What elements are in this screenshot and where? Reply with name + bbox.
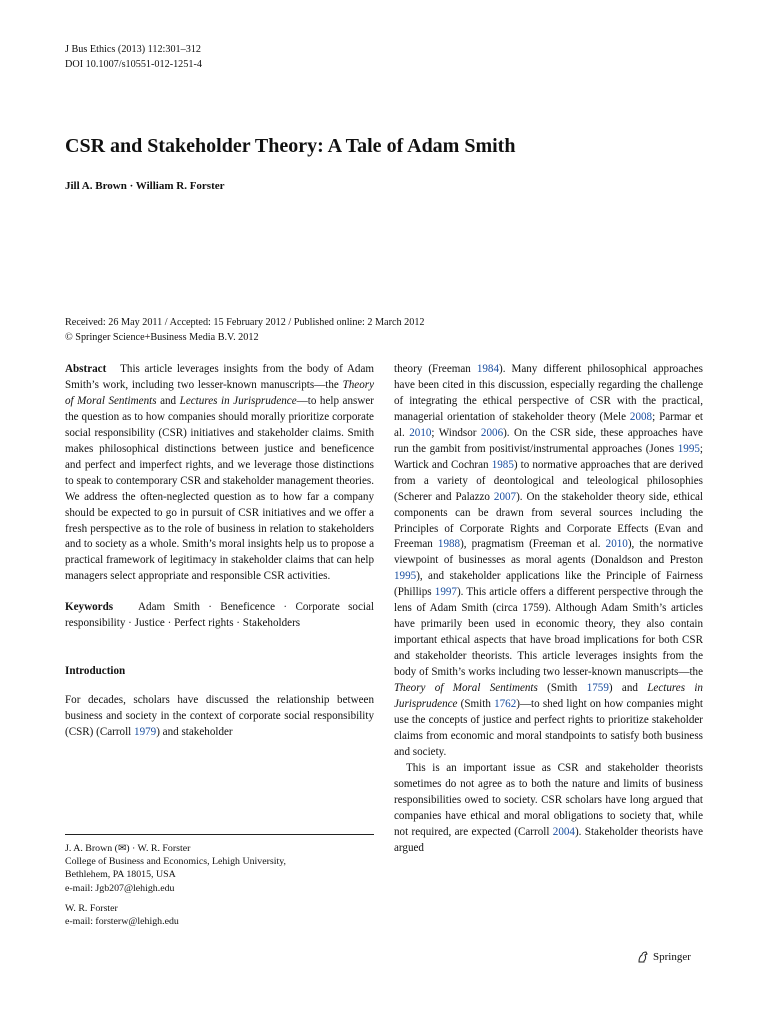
book-title: Lectures in Jurisprudence — [394, 682, 703, 711]
keywords-label: Keywords — [65, 601, 114, 614]
text: ). On the CSR side, these approaches have run the gambit from positivist/instrumental approaches (Jones — [394, 426, 703, 455]
publisher-name: Springer — [653, 951, 691, 963]
left-column — [65, 362, 374, 741]
text: ). This article offers a different perspective through the lens of Adam Smith (circa 1759). Although Adam Smith’s articles have primarily been used in economic theory, they also contain important ethical aspects that have broad implications for both CSR and stakeholder theorists. This article leverages insights from the body of Smith’s works including two lesser-known manuscripts—the — [394, 586, 703, 679]
citation-link[interactable]: 2006 — [480, 426, 504, 439]
text: ) and — [608, 682, 648, 695]
citation-link[interactable]: 1985 — [491, 458, 514, 471]
right-paragraph-1 — [394, 362, 703, 761]
affil-line-1: J. A. Brown (✉) · W. R. Forster — [65, 843, 191, 854]
text: This is an important issue as CSR and stakeholder theorists sometimes do not agree as to both the nature and limits of business responsibilities owed to society. CSR scholars have long argued that companies have ethical and moral obligations to society that, while not required, are expected (Carroll — [394, 761, 703, 838]
publication-dates — [65, 315, 425, 345]
citation-link[interactable]: 2008 — [629, 410, 653, 423]
affil-line-3: Bethlehem, PA 18015, USA — [65, 869, 176, 881]
author-affiliations — [65, 842, 374, 928]
abstract-text-3: —to help answer the question as to how companies should morally prioritize corporate social responsibility (CSR) initiatives and stakeholder claims. Smith makes philosophical distinctions between justice and beneficence and perfect and imperfect rights, and we leverage those distinctions to speak to contemporary CSR and stakeholder management theories. We address the often-neglected question as to how far a company should be expected to go in pursuit of CSR initiatives and we offer a fresh perspective as to the role of business in relation to stakeholders and to society as a whole. Smith’s moral insights help us to propose a practical framework of legitimacy in stakeholder claims that can help managers select appropriate and responsible CSR activities. — [65, 394, 374, 583]
journal-header — [65, 42, 202, 72]
citation-link[interactable]: 2010 — [605, 538, 628, 551]
intro-text-1: For decades, scholars have discussed the relationship between business and society in the context of corporate social responsibility (CSR) (Carroll — [65, 694, 374, 739]
citation-link[interactable]: 2007 — [493, 490, 517, 503]
text: ), the normative viewpoint of businesses as moral agents (Donaldson and Preston — [394, 538, 703, 567]
intro-text-2: ) and stakeholder — [156, 726, 233, 739]
introduction-heading: Introduction — [65, 665, 126, 678]
copyright-line: © Springer Science+Business Media B.V. 2012 — [65, 332, 259, 343]
abstract-text-2: and — [156, 394, 180, 407]
book-title: Theory of Moral Sentiments — [394, 682, 538, 695]
text: ). On the stakeholder theory side, ethical components can be drawn from several sources including the Principles of Corporate Rights and Corporate Effects (Evan and Freeman — [394, 490, 703, 551]
affil-email-1[interactable]: e-mail: Jgb207@lehigh.edu — [65, 882, 175, 894]
citation-link[interactable]: 2010 — [409, 426, 432, 439]
citation-link[interactable]: 1997 — [434, 586, 457, 599]
citation-link[interactable]: 1762 — [494, 698, 517, 711]
abstract-label: Abstract — [65, 363, 107, 375]
journal-citation: J Bus Ethics (2013) 112:301–312 — [65, 44, 202, 55]
abstract-title-2: Lectures in Jurisprudence — [179, 394, 297, 407]
text: ; Parmar et al. — [394, 410, 704, 439]
text: ), and stakeholder applications like the Principle of Fairness (Phillips — [394, 570, 703, 599]
right-column — [394, 362, 703, 857]
doi[interactable]: DOI 10.1007/s10551-012-1251-4 — [65, 59, 202, 70]
received-line: Received: 26 May 2011 / Accepted: 15 February 2012 / Published online: 2 March 2012 — [65, 317, 425, 328]
text: ). Stakeholder theorists have argued — [394, 825, 704, 854]
article-title: CSR and Stakeholder Theory: A Tale of Adam Smith — [65, 135, 516, 157]
affil-line-5: W. R. Forster — [65, 902, 118, 914]
citation-link[interactable]: 2004 — [552, 825, 575, 838]
text: (Smith — [457, 698, 495, 711]
text: ). Many different philosophical approaches have been cited in this discussion, especially regarding the challenge of integrating the ethical perspective of CSR with the practical, managerial orientation of stakeholder theory (Mele — [394, 363, 703, 423]
author-list: Jill A. Brown · William R. Forster — [65, 180, 225, 192]
citation-link[interactable]: 1979 — [134, 726, 157, 739]
keywords — [65, 600, 374, 632]
text: )—to shed light on how companies might use the concepts of justice and perfect rights to prioritize stakeholder claims from economic and moral standpoints to satisfy both business and society. — [394, 698, 703, 758]
text: ) to normative approaches that are derived from a variety of deontological and teleological philosophies (Scherer and Palazzo — [394, 458, 703, 503]
citation-link[interactable]: 1995 — [677, 442, 700, 455]
abstract — [65, 362, 374, 585]
text: theory (Freeman — [394, 363, 477, 375]
citation-link[interactable]: 1988 — [437, 538, 461, 551]
keywords-text: Adam Smith · Beneficence · Corporate social responsibility · Justice · Perfect rights · Stakeholders — [65, 601, 374, 630]
affil-email-2[interactable]: e-mail: forsterw@lehigh.edu — [65, 916, 179, 928]
right-paragraph-2 — [394, 761, 703, 857]
footnote-divider — [65, 834, 374, 835]
citation-link[interactable]: 1984 — [476, 363, 500, 375]
text: ; Wartick and Cochran — [394, 442, 703, 471]
springer-horse-icon — [636, 950, 650, 964]
citation-link[interactable]: 1759 — [586, 682, 609, 695]
affil-line-2: College of Business and Economics, Lehigh University, — [65, 856, 286, 868]
intro-paragraph — [65, 693, 374, 741]
publisher-logo — [636, 950, 691, 964]
citation-link[interactable]: 1995 — [394, 570, 417, 583]
abstract-title-1: Theory of Moral Sentiments — [65, 378, 374, 407]
text: ), pragmatism (Freeman et al. — [460, 538, 606, 551]
text: (Smith — [537, 682, 587, 695]
abstract-text-1: This article leverages insights from the body of Adam Smith’s work, including two lesser-known manuscripts—the — [65, 363, 374, 391]
text: ; Windsor — [431, 426, 481, 439]
